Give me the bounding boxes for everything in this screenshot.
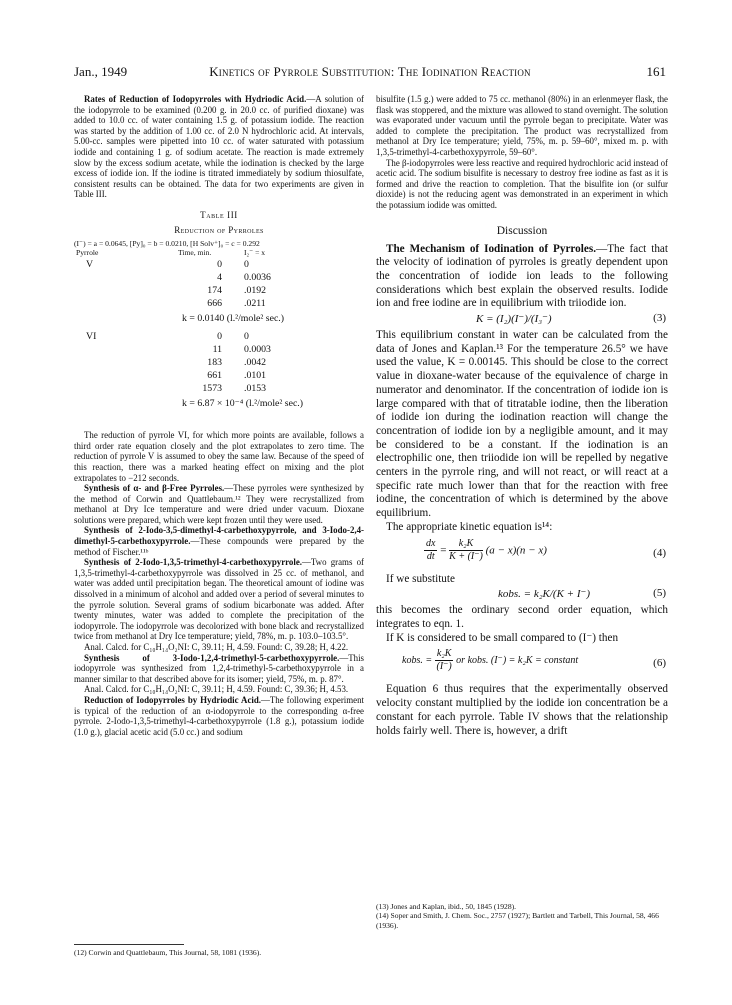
paragraph-equilibrium: This equilibrium constant in water can be calculated from the data of Jones and Kaplan.¹³ For the temperature 26.5° we have used the value, K = 0.00145. This should be close to the correct value in dioxane-water because of the equivalence of charge in numerator and denominator. If the concentration of iodide ion is large compared with that of titratable iodine, then the liberation of iodide ion during the iodination reaction will change the concentration of iodide ion by a negligible amount, and it may be considered to be a constant. If the iodination is an electrophilic one, then triiodide ion will be repelled by negative centers in the pyrrole ring, and will not react, or will react at a specific rate much lower than that for the reaction with free iodine, the concentration of which is determined by the above equilibrium. xyxy=(376,329,668,520)
equation-6-fraction: $\frac{\text{k₂K}}{(I^-)}$ xyxy=(436,648,452,673)
equation-6-tail: or kobs. (I⁻) = k₂K = constant xyxy=(456,655,579,667)
paragraph-3-iodo: Synthesis of 3-Iodo-1,2,4-trimethyl-5-carbethoxypyrrole.—This iodopyrrole was synthesized from 1,2,4-trimethyl-5-carbethoxypyrrole in a manner similar to that described above for its isomer; yield, 75%, m. p. 87°. xyxy=(74,652,364,684)
paragraph-rates: Rates of Reduction of Iodopyrroles with Hydriodic Acid.—A solution of the iodopyrrole to be examined (0.200 g. in 20.0 cc. of purified dioxane) was added to 10.0 cc. of water containing 1.5 g. of potassium iodide. The reaction was started by the addition of 1.00 cc. of 2.0 N hydrochloric acid. At intervals, 5.00-cc. samples were pipetted into 10 cc. of water saturated with potassium iodide and containing 1 g. of sodium acetate. The reaction is made extremely slow by the excess sodium acetate, while the iodination is checked by the large excess of iodide ion. If the iodine is titrated immediately by sodium thiosulfate, consistent results can be obtained. The data for two experiments are given in Table III. xyxy=(74,94,364,200)
equation-4: $\frac{dx}{dt}$ = $\frac{\text{k₂K}}{K + (I^-)}$ (a − x)(n − x) (4) xyxy=(426,537,666,562)
paragraph-bisulfite: bisulfite (1.5 g.) were added to 75 cc. methanol (80%) in an erlenmeyer flask, the flask was stoppered, and the mixture was allowed to stand overnight. The solution was evaporated under vacuum until the pyrrole began to precipitate. Water was added to complete the precipitation. The product was recrystallized from methanol at Dry Ice temperature; yield, 75%, m. p. 59–60°, mixed m. p. with 1,3,5-trimethyl-4-carbethoxypyrrole, 59–60°. xyxy=(376,94,668,157)
equation-6-number: (6) xyxy=(653,657,666,670)
page-header xyxy=(74,64,666,82)
equation-4-tail: (a − x)(n − x) xyxy=(485,544,547,557)
table-title: Table III xyxy=(200,209,238,220)
heading-hi-reduction: Reduction of Iodopyrroles by Hydriodic Acid. xyxy=(84,694,262,705)
equation-3 xyxy=(376,312,668,328)
equation-5-body: kobs. = k₂K/(K + I⁻) xyxy=(498,588,590,601)
table-cell-time: 0 xyxy=(217,259,222,271)
equation-3-body: K = (I₂)(I⁻)/(I₃⁻) xyxy=(476,313,552,326)
equation-3-number: (3) xyxy=(653,312,666,325)
equation-4-number: (4) xyxy=(653,546,666,559)
table-row-label: V xyxy=(86,259,94,271)
paragraph-iodo-trimethyl: Synthesis of 2-Iodo-1,3,5-trimethyl-4-carbethoxypyrrole.—Two grams of 1,3,5-trimethyl-4-carbethoxypyrrole was dissolved in 25 cc. of methanol, and water was added until precipitation began. The theoretical amount of iodine was dissolved in a minimum of alcohol and added over a period of several minutes to the pyrrole solution. Several grams of sodium bicarbonate was added. After twenty minutes, water was added to complete the precipitation of the iodopyrrole. The iodopyrrole was decolorized with bone black and recrystallized twice from methanol at Dry Ice temperature; yield, 78%, m. p. 103.0–103.5°. xyxy=(74,557,364,642)
table-cell-time: 0 xyxy=(217,331,222,343)
table-subtitle: Reduction of Pyrroles xyxy=(174,224,264,235)
paragraph-hi-reduction: Reduction of Iodopyrroles by Hydriodic Acid.—The following experiment is typical of the reduction of an α-iodopyrrole to the corresponding α-free pyrrole. 2-Iodo-1,3,5-trimethyl-4-carbethoxypyrrole (1.8 g.), potassium iodide (1.0 g.), glacial acetic acid (5.0 cc.) and sodium xyxy=(74,694,365,737)
paragraph-reduction-vi: The reduction of pyrrole VI, for which more points are available, follows a third order rate equation closely and the plot extrapolates to zero time. The reduction of pyrrole V is assumed to obey the same law. Because of the speed of this reaction, there was a marked heating effect on mixing and the plot extrapolates to −212 seconds. xyxy=(74,430,364,483)
table-cell-x: .0042 xyxy=(244,357,267,369)
paragraph-iodo-dimethyl: Synthesis of 2-Iodo-3,5-dimethyl-4-carbethoxypyrrole, and 3-Iodo-2,4-dimethyl-5-carbethoxypyrrole.—These compounds were prepared by the method of Fischer.¹¹ᵇ xyxy=(74,525,364,557)
heading-iodo-dimethyl: Synthesis of 2-Iodo-3,5-dimethyl-4-carbethoxypyrrole, and 3-Iodo-2,4-dimethyl-5-carbethoxypyrrole. xyxy=(74,525,364,547)
header-date: Jan., 1949 xyxy=(74,64,128,79)
table-cell-x: .0101 xyxy=(244,370,267,382)
table-cell-x: .0211 xyxy=(244,298,266,310)
left-column xyxy=(74,94,364,737)
footnote-13: (13) Jones and Kaplan, ibid., 50, 1845 (1928). xyxy=(376,902,517,911)
rate-constant-vi: k = 6.87 × 10⁻⁴ (l.²/mole² sec.) xyxy=(182,398,304,410)
table-cell-x: 0.0003 xyxy=(244,344,271,356)
section-heading-discussion: Discussion xyxy=(496,224,548,237)
page-number: 161 xyxy=(646,64,666,79)
table-cell-time: 183 xyxy=(207,357,222,369)
paragraph-substitute: If we substitute xyxy=(386,572,455,585)
paragraph-mechanism: The Mechanism of Iodination of Pyrroles.—The fact that the velocity of iodination of pyrroles is greatly dependent upon the concentration of iodide ion leads to the following considerations which best explain the observed results. Iodide ion and free iodine are in equilibrium with triiodide ion. xyxy=(376,242,668,310)
table-cell-x: .0192 xyxy=(244,285,267,297)
footnote-12: (12) Corwin and Quattlebaum, This Journal, 58, 1081 (1936). xyxy=(74,948,262,957)
analysis-2: Anal. Calcd. for C₁₀H₁₄O₂NI: C, 39.11; H, 4.59. Found: C, 39.36; H, 4.53. xyxy=(84,684,349,695)
paragraph-equation-6: Equation 6 thus requires that the experimentally observed velocity constant multiplied by the iodide ion concentration be a constant for each pyrrole. Table IV shows that the relationship holds fairly well. There is, however, a drift xyxy=(376,683,668,737)
table-cell-time: 11 xyxy=(212,344,222,356)
table-iii xyxy=(74,260,364,428)
running-title: Kinetics of Pyrrole Substitution: The Iodination Reaction xyxy=(209,64,531,79)
table-cell-time: 666 xyxy=(207,298,222,310)
equation-4-lhs: $\frac{dx}{dt}$ xyxy=(426,537,436,562)
footnote-rule xyxy=(74,944,184,945)
paragraph-free-pyrroles: Synthesis of α- and β-Free Pyrroles.—These pyrroles were synthesized by the method of Corwin and Quattlebaum.¹² They were recrystallized from methanol at Dry Ice temperature and were dried under vacuum. Dioxane solutions were prepared, which were kept frozen until they were used. xyxy=(74,483,364,525)
table-cell-time: 174 xyxy=(207,285,222,297)
table-conditions xyxy=(74,239,364,259)
table-cell-time: 661 xyxy=(207,370,222,382)
column-header-pyrrole: Pyrrole xyxy=(76,248,99,258)
footnote-left xyxy=(74,938,364,957)
column-header-time: Time, min. xyxy=(178,248,212,258)
table-cell-x: 0 xyxy=(244,331,249,343)
equation-6 xyxy=(376,648,668,680)
paragraph-beta: The β-iodopyrroles were less reactive and required hydrochloric acid instead of acetic acid. The sodium bisulfite is necessary to destroy free iodine as fast as it is formed and drive the reaction to completion. That the bisulfite ion (or sulfur dioxide) is not the reducing agent was demonstrated in an experiment in which the potassium iodide was omitted. xyxy=(376,157,668,210)
paragraph-becomes: this becomes the ordinary second order equation, which integrates to eqn. 1. xyxy=(376,604,668,630)
footnote-14: (14) Soper and Smith, J. Chem. Soc., 2757 (1927); Bartlett and Tarbell, This Journal, 58, 466 (1936). xyxy=(376,911,659,930)
equation-6-lhs: kobs. = xyxy=(402,655,433,667)
equation-4-rhs: $\frac{\text{k₂K}}{K + (I^-)}$ xyxy=(449,537,483,562)
table-cell-x: .0153 xyxy=(244,383,267,395)
heading-free-pyrroles: Synthesis of α- and β-Free Pyrroles. xyxy=(84,483,225,494)
table-cell-time: 4 xyxy=(217,272,222,284)
heading-rates: Rates of Reduction of Iodopyrroles with Hydriodic Acid. xyxy=(84,94,307,104)
column-header-x: I₂⁻ = x xyxy=(244,248,266,258)
heading-3-iodo: Synthesis of 3-Iodo-1,2,4-trimethyl-5-carbethoxypyrrole. xyxy=(84,652,340,663)
paragraph-if-k: If K is considered to be small compared to (I⁻) then xyxy=(386,631,619,644)
table-conditions-line: (I⁻) = a = 0.0645, [Py]₀ = b = 0.0210, [H Solv⁺]₀ = c = 0.292 xyxy=(74,239,260,249)
paragraph-kinetic: The appropriate kinetic equation is¹⁴: xyxy=(386,520,553,533)
heading-iodo-trimethyl: Synthesis of 2-Iodo-1,3,5-trimethyl-4-carbethoxypyrrole. xyxy=(84,557,302,568)
equation-5-number: (5) xyxy=(653,587,666,600)
equation-5 xyxy=(376,587,668,603)
footnotes-right xyxy=(376,902,668,930)
table-cell-x: 0.0036 xyxy=(244,272,271,284)
table-cell-x: 0 xyxy=(244,259,249,271)
rate-constant-v: k = 0.0140 (l.²/mole² sec.) xyxy=(182,313,285,325)
table-cell-time: 1573 xyxy=(202,383,222,395)
heading-mechanism: The Mechanism of Iodination of Pyrroles. xyxy=(386,242,596,255)
right-column xyxy=(376,94,668,738)
analysis-1: Anal. Calcd. for C₁₀H₁₄O₂NI: C, 39.11; H, 4.59. Found: C, 39.28; H, 4.22. xyxy=(84,642,349,652)
table-row-label: VI xyxy=(86,331,97,343)
